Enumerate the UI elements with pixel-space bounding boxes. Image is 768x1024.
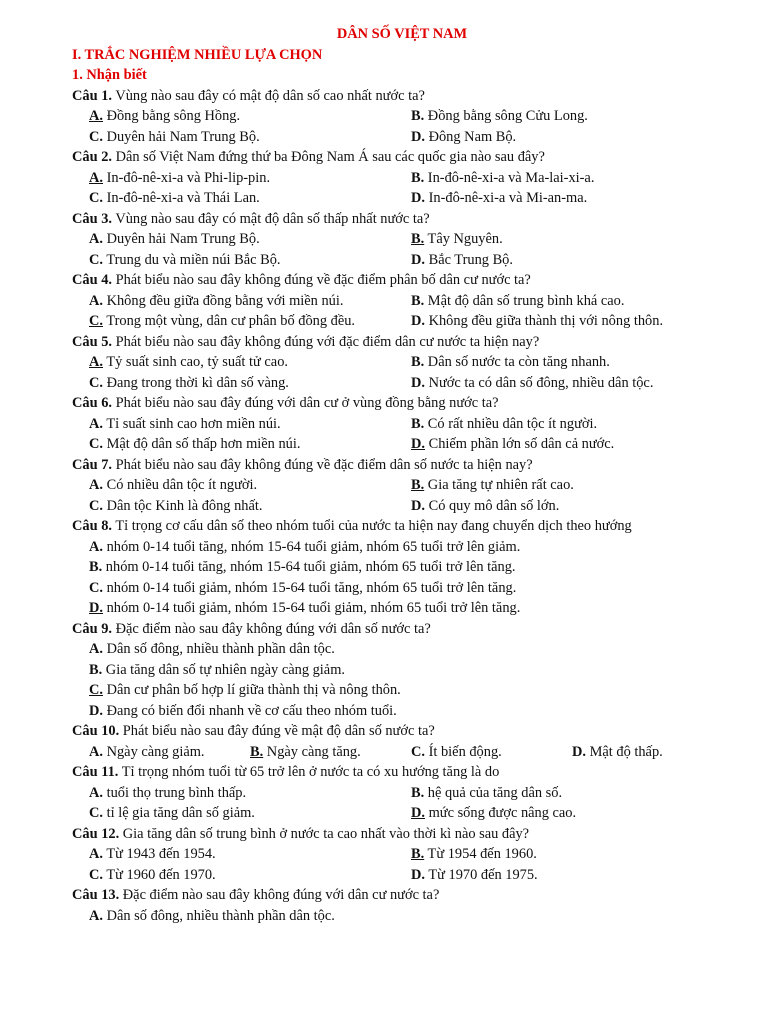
answer-letter: A.	[89, 784, 103, 801]
question-number: Câu 4.	[72, 272, 112, 288]
answer-letter: B.	[411, 784, 425, 801]
answer-option	[411, 803, 711, 824]
answer-options	[72, 783, 692, 824]
question-stem	[72, 86, 692, 107]
answer-text: nhóm 0-14 tuổi giảm, nhóm 15-64 tuổi giảm, nhóm 65 tuổi trở lên tăng.	[103, 600, 521, 616]
answer-text: nhóm 0-14 tuổi tăng, nhóm 15-64 tuổi giảm, nhóm 65 tuổi trở lên giảm.	[103, 538, 521, 555]
question-text: Đặc điểm nào sau đây không đúng với dân cư nước ta?	[119, 887, 440, 903]
answer-text: In-đô-nê-xi-a và Thái Lan.	[103, 190, 260, 206]
section-heading: I. TRẮC NGHIỆM NHIỀU LỰA CHỌN	[72, 46, 323, 63]
answer-text: Mật độ dân số trung bình khá cao.	[424, 292, 625, 309]
answer-option	[89, 578, 692, 599]
document-page	[72, 24, 692, 926]
question	[72, 147, 692, 209]
answer-text: In-đô-nê-xi-a và Phi-lip-pin.	[103, 169, 271, 186]
answer-option	[411, 496, 711, 517]
answer-text: Gia tăng dân số tự nhiên ngày càng giảm.	[102, 661, 345, 678]
answer-letter: B.	[411, 415, 425, 432]
answer-text: Duyên hải Nam Trung Bộ.	[103, 231, 260, 247]
answer-letter-correct: C.	[89, 313, 103, 329]
answer-letter: B.	[89, 559, 103, 575]
question	[72, 393, 692, 455]
answer-text: Từ 1960 đến 1970.	[103, 866, 216, 883]
answer-option	[89, 188, 411, 209]
answer-text: Ít biến động.	[425, 743, 502, 760]
answer-text: Có nhiều dân tộc ít người.	[103, 477, 258, 493]
question	[72, 824, 692, 886]
answer-text: Có quy mô dân số lớn.	[425, 497, 560, 514]
answer-options	[72, 168, 692, 209]
answer-text: Chiếm phần lớn số dân cả nước.	[425, 436, 615, 452]
answer-options	[72, 742, 692, 763]
answer-text: Dân cư phân bố hợp lí giữa thành thị và nông thôn.	[103, 682, 401, 698]
answer-letter: D.	[411, 190, 425, 206]
answer-letter: D.	[411, 497, 425, 514]
answer-option	[89, 537, 692, 558]
answer-text: Từ 1954 đến 1960.	[424, 846, 537, 862]
question-stem	[72, 516, 692, 537]
answer-options	[72, 537, 692, 619]
answer-text: Mật độ thấp.	[586, 743, 663, 760]
question	[72, 332, 692, 394]
answer-text: Tây Nguyên.	[424, 231, 503, 247]
question-list	[72, 86, 692, 927]
answer-text: Từ 1970 đến 1975.	[425, 866, 538, 883]
answer-option	[89, 844, 411, 865]
answer-option	[89, 557, 692, 578]
question-stem	[72, 824, 692, 845]
answer-letter: C.	[89, 579, 103, 596]
answer-option	[89, 701, 692, 722]
answer-letter: C.	[411, 743, 425, 760]
answer-letter-correct: B.	[411, 231, 425, 247]
answer-option	[250, 742, 411, 763]
question-number: Câu 11.	[72, 764, 119, 780]
question	[72, 516, 692, 619]
answer-text: Tỉ suất sinh cao hơn miền núi.	[103, 415, 281, 432]
answer-letter: A.	[89, 641, 103, 657]
answer-text: nhóm 0-14 tuổi giảm, nhóm 15-64 tuổi tăng, nhóm 65 tuổi trở lên tăng.	[103, 579, 517, 596]
answer-option	[572, 742, 712, 763]
answer-option	[89, 229, 411, 250]
question-number: Câu 9.	[72, 620, 112, 637]
question-number: Câu 6.	[72, 395, 112, 411]
answer-letter-correct: A.	[89, 354, 103, 370]
question-number: Câu 1.	[72, 87, 112, 104]
answer-letter: A.	[89, 538, 103, 555]
answer-letter: C.	[89, 374, 103, 391]
question-text: Vùng nào sau đây có mật độ dân số cao nhất nước ta?	[111, 87, 425, 104]
answer-option	[411, 352, 711, 373]
question-text: Vùng nào sau đây có mật độ dân số thấp nhất nước ta?	[111, 210, 430, 227]
question-number: Câu 3.	[72, 210, 112, 227]
answer-letter: A.	[89, 743, 103, 760]
answer-letter: B.	[411, 354, 425, 370]
answer-option	[411, 127, 711, 148]
answer-letter: A.	[89, 292, 103, 309]
answer-options	[72, 906, 692, 927]
answer-text: Mật độ dân số thấp hơn miền núi.	[103, 436, 301, 452]
answer-text: Đông Nam Bộ.	[425, 128, 517, 145]
answer-text: Ngày càng tăng.	[263, 743, 361, 760]
subsection-heading: 1. Nhận biết	[72, 67, 147, 83]
answer-letter: B.	[411, 292, 425, 309]
question-number: Câu 8.	[72, 518, 112, 534]
question-number: Câu 2.	[72, 149, 112, 165]
answer-text: nhóm 0-14 tuổi tăng, nhóm 15-64 tuổi giảm, nhóm 65 tuổi trở lên tăng.	[102, 559, 516, 575]
answer-text: Gia tăng tự nhiên rất cao.	[424, 477, 574, 493]
question-number: Câu 12.	[72, 825, 120, 842]
answer-letter-correct: B.	[411, 846, 425, 862]
answer-option	[411, 229, 711, 250]
answer-text: Đồng bằng sông Cửu Long.	[424, 108, 588, 124]
question-stem	[72, 455, 692, 476]
answer-text: mức sống được nâng cao.	[425, 805, 577, 821]
answer-option	[411, 373, 711, 394]
answer-options	[72, 639, 692, 721]
answer-text: Nước ta có dân số đông, nhiều dân tộc.	[425, 374, 654, 391]
answer-text: Đang có biến đổi nhanh về cơ cấu theo nhóm tuổi.	[103, 702, 397, 719]
answer-option	[89, 352, 411, 373]
answer-letter: A.	[89, 231, 103, 247]
answer-text: Ngày càng giảm.	[103, 743, 205, 760]
document-title: DÂN SỐ VIỆT NAM	[336, 26, 468, 42]
answer-letter: C.	[89, 128, 103, 145]
answer-option	[411, 844, 711, 865]
answer-text: Dân số đông, nhiều thành phần dân tộc.	[103, 907, 335, 924]
answer-letter: C.	[89, 805, 103, 821]
answer-option	[411, 865, 711, 886]
answer-letter: D.	[411, 313, 425, 329]
answer-letter: D.	[89, 702, 103, 719]
answer-text: tỉ lệ gia tăng dân số giảm.	[103, 805, 255, 821]
answer-letter: A.	[89, 846, 103, 862]
question-text: Phát biểu nào sau đây đúng về mật độ dân số nước ta?	[119, 723, 435, 739]
question-text: Phát biểu nào sau đây không đúng với đặc điểm dân cư nước ta hiện nay?	[111, 333, 540, 350]
question	[72, 270, 692, 332]
answer-option	[89, 598, 692, 619]
answer-letter-correct: B.	[250, 743, 264, 760]
answer-text: Không đều giữa thành thị với nông thôn.	[425, 313, 664, 329]
answer-option	[89, 865, 411, 886]
answer-options	[72, 229, 692, 270]
answer-option	[411, 250, 711, 271]
answer-option	[89, 742, 250, 763]
answer-letter: D.	[572, 743, 586, 760]
answer-text: Dân tộc Kinh là đông nhất.	[103, 497, 263, 514]
question	[72, 721, 692, 762]
answer-text: Không đều giữa đồng bằng với miền núi.	[103, 292, 344, 309]
answer-letter: B.	[411, 108, 425, 124]
question-number: Câu 7.	[72, 456, 112, 473]
question-stem	[72, 332, 692, 353]
question-text: Gia tăng dân số trung bình ở nước ta cao nhất vào thời kì nào sau đây?	[119, 825, 530, 842]
answer-text: Dân số nước ta còn tăng nhanh.	[424, 354, 610, 370]
answer-letter-correct: A.	[89, 169, 103, 186]
question-stem	[72, 393, 692, 414]
answer-options	[72, 844, 692, 885]
answer-text: Trong một vùng, dân cư phân bố đồng đều.	[103, 313, 356, 329]
answer-letter-correct: D.	[411, 436, 425, 452]
answer-option	[89, 250, 411, 271]
answer-letter-correct: C.	[89, 682, 103, 698]
answer-letter: C.	[89, 251, 103, 268]
question-stem	[72, 147, 692, 168]
question-text: Tỉ trọng cơ cấu dân số theo nhóm tuổi của nước ta hiện nay đang chuyển dịch theo hướng	[111, 518, 632, 534]
answer-options	[72, 291, 692, 332]
answer-text: In-đô-nê-xi-a và Mi-an-ma.	[425, 190, 588, 206]
question-stem	[72, 885, 692, 906]
answer-option	[411, 311, 711, 332]
answer-letter: D.	[411, 374, 425, 391]
question-text: Phát biểu nào sau đây đúng với dân cư ở vùng đồng bằng nước ta?	[111, 395, 499, 411]
answer-option	[411, 106, 711, 127]
answer-letter: D.	[411, 866, 425, 883]
answer-letter: C.	[89, 436, 103, 452]
answer-options	[72, 475, 692, 516]
answer-option	[411, 742, 572, 763]
answer-letter: C.	[89, 190, 103, 206]
answer-option	[89, 291, 411, 312]
answer-option	[89, 311, 411, 332]
question-stem	[72, 619, 692, 640]
answer-letter-correct: B.	[411, 477, 425, 493]
answer-text: Từ 1943 đến 1954.	[103, 846, 216, 862]
answer-option	[89, 434, 411, 455]
answer-text: Đang trong thời kì dân số vàng.	[103, 374, 289, 391]
answer-letter: D.	[411, 128, 425, 145]
answer-letter: C.	[89, 866, 103, 883]
answer-option	[89, 414, 411, 435]
question-stem	[72, 762, 692, 783]
answer-option	[89, 660, 692, 681]
question	[72, 455, 692, 517]
answer-option	[89, 106, 411, 127]
answer-options	[72, 414, 692, 455]
answer-option	[89, 475, 411, 496]
question	[72, 619, 692, 722]
answer-text: Duyên hải Nam Trung Bộ.	[103, 128, 260, 145]
answer-letter: C.	[89, 497, 103, 514]
question	[72, 762, 692, 824]
question	[72, 86, 692, 148]
answer-text: Trung du và miền núi Bắc Bộ.	[103, 251, 281, 268]
answer-letter: A.	[89, 415, 103, 432]
answer-text: hệ quả của tăng dân số.	[424, 784, 563, 801]
answer-text: Tỷ suất sinh cao, tỷ suất tử cao.	[103, 354, 288, 370]
question-stem	[72, 209, 692, 230]
question-stem	[72, 721, 692, 742]
answer-options	[72, 106, 692, 147]
question-number: Câu 13.	[72, 887, 120, 903]
answer-option	[411, 168, 711, 189]
question-text: Phát biểu nào sau đây không đúng về đặc điểm phân bố dân cư nước ta?	[111, 272, 531, 288]
answer-letter-correct: D.	[411, 805, 425, 821]
answer-option	[89, 639, 692, 660]
question-stem	[72, 270, 692, 291]
question-number: Câu 10.	[72, 723, 120, 739]
answer-option	[89, 906, 692, 927]
answer-option	[411, 434, 711, 455]
answer-letter-correct: A.	[89, 108, 103, 124]
answer-letter-correct: D.	[89, 600, 103, 616]
question-number: Câu 5.	[72, 333, 112, 350]
answer-option	[411, 475, 711, 496]
answer-option	[89, 783, 411, 804]
answer-option	[411, 188, 711, 209]
answer-option	[411, 414, 711, 435]
answer-option	[411, 783, 711, 804]
answer-option	[89, 168, 411, 189]
question-text: Dân số Việt Nam đứng thứ ba Đông Nam Á sau các quốc gia nào sau đây?	[111, 149, 545, 165]
question	[72, 885, 692, 926]
answer-letter: B.	[411, 169, 425, 186]
answer-letter: A.	[89, 477, 103, 493]
question-text: Phát biểu nào sau đây không đúng về đặc điểm dân số nước ta hiện nay?	[111, 456, 533, 473]
answer-option	[89, 496, 411, 517]
answer-option	[411, 291, 711, 312]
answer-text: Đồng bằng sông Hồng.	[103, 108, 241, 124]
question-text: Tỉ trọng nhóm tuổi từ 65 trở lên ở nước ta có xu hướng tăng là do	[118, 764, 500, 780]
answer-letter: D.	[411, 251, 425, 268]
answer-text: Có rất nhiều dân tộc ít người.	[424, 415, 598, 432]
answer-text: Dân số đông, nhiều thành phần dân tộc.	[103, 641, 335, 657]
answer-letter: B.	[89, 661, 103, 678]
answer-option	[89, 127, 411, 148]
answer-option	[89, 803, 411, 824]
question-text: Đặc điểm nào sau đây không đúng với dân số nước ta?	[111, 620, 431, 637]
answer-text: In-đô-nê-xi-a và Ma-lai-xi-a.	[424, 169, 595, 186]
answer-text: tuổi thọ trung bình thấp.	[103, 784, 247, 801]
answer-option	[89, 680, 692, 701]
answer-options	[72, 352, 692, 393]
answer-option	[89, 373, 411, 394]
answer-letter: A.	[89, 907, 103, 924]
answer-text: Bắc Trung Bộ.	[425, 251, 513, 268]
question	[72, 209, 692, 271]
